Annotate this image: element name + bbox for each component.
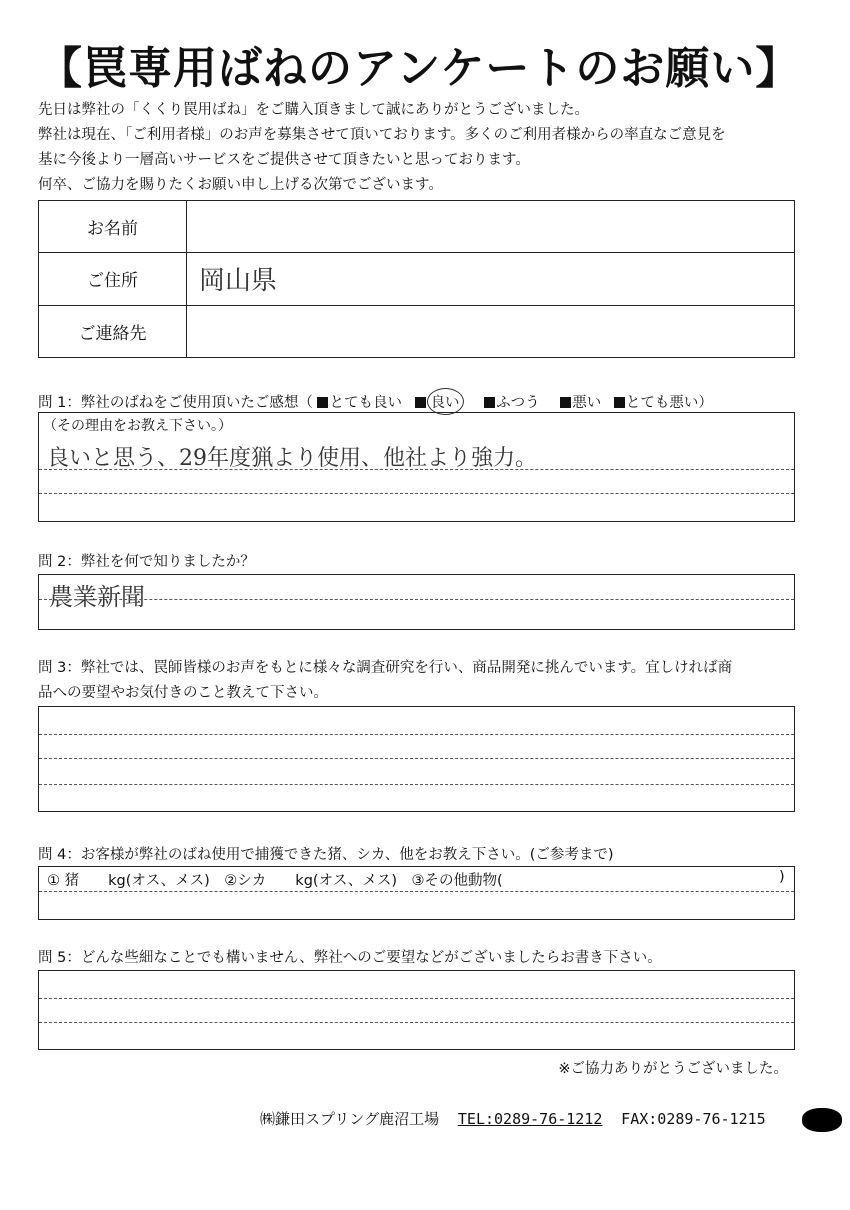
q2-question: 問 2：弊社を何で知りましたか？	[38, 554, 255, 570]
fax-number: FAX:0289-76-1215	[621, 1110, 766, 1128]
contact-field[interactable]	[187, 305, 795, 357]
dashed-line	[39, 891, 794, 892]
q2-answer: 農業新聞	[49, 583, 145, 611]
tel-number: TEL:0289-76-1212	[457, 1110, 603, 1128]
dashed-line	[39, 599, 794, 600]
intro-text	[38, 98, 726, 198]
checkbox-icon[interactable]	[560, 397, 571, 408]
intro-line: 基に今後より一層高いサービスをご提供させて頂きたいと思っております。	[38, 152, 530, 168]
q4-question: 問 4：お客様が弊社のばね使用で捕獲できた猪、シカ、他をお教え下さい。(ご参考まで)	[38, 847, 614, 863]
intro-line: 何卒、ご協力を賜りたくお願い申し上げる次第でございます。	[38, 177, 443, 193]
q1-answer: 良いと思う、29年度猟より使用、他社より強力。	[47, 446, 537, 471]
dashed-line	[39, 734, 794, 735]
q1-option: ふつう	[496, 395, 540, 411]
dashed-line	[39, 493, 794, 494]
address-field[interactable]: 岡山県	[187, 253, 795, 305]
dashed-line	[39, 998, 794, 999]
q5-question: 問 5：どんな些細なことでも構いません、弊社へのご要望などがございましたらお書き下さい。	[38, 950, 662, 966]
q4-row-close: )	[779, 869, 785, 885]
dashed-line	[39, 784, 794, 785]
q2-answer-box[interactable]	[38, 574, 795, 630]
dashed-line	[39, 1022, 794, 1023]
q1-option: 悪い	[572, 395, 602, 411]
checkbox-icon[interactable]	[614, 397, 625, 408]
name-field[interactable]	[187, 201, 795, 253]
q5-answer-box[interactable]	[38, 970, 795, 1050]
contact-table	[38, 200, 795, 358]
intro-line: 先日は弊社の「くくり罠用ばね」をご購入頂きまして誠にありがとうございました。	[38, 102, 589, 118]
contact-label: ご連絡先	[39, 305, 187, 357]
page-title: 【罠専用ばねのアンケートのお願い】	[38, 43, 801, 94]
checkbox-icon[interactable]	[484, 397, 495, 408]
q1-option: とても悪い	[625, 395, 699, 411]
q3-question-line2: 品への要望やお気付きのこと教えて下さい。	[38, 685, 328, 701]
thanks-note: ※ご協力ありがとうございました。	[558, 1061, 788, 1077]
q3-answer-box[interactable]	[38, 706, 795, 812]
q1-reason-label: （その理由をお教え下さい。）	[43, 418, 232, 434]
q3-question-line1: 問 3：弊社では、罠師皆様のお声をもとに様々な調査研究を行い、商品開発に挑んでいます。宜しければ商	[38, 660, 733, 676]
q4-answer-box[interactable]	[38, 866, 795, 920]
dashed-line	[39, 758, 794, 759]
company-name: ㈱鎌田スプリング鹿沼工場	[260, 1110, 440, 1128]
address-label: ご住所	[39, 253, 187, 305]
checkbox-icon[interactable]	[415, 397, 426, 408]
dashed-line	[39, 469, 794, 470]
footer	[260, 1108, 766, 1129]
q1-question	[38, 388, 713, 415]
q1-option-selected: 良い	[427, 388, 464, 415]
redaction-mark	[802, 1108, 842, 1132]
name-label: お名前	[39, 201, 187, 253]
q1-option: とても良い	[329, 395, 402, 411]
q1-answer-box[interactable]	[38, 412, 795, 522]
intro-line: 弊社は現在、「ご利用者様」のお声を募集させて頂いております。多くのご利用者様からの率直なご意見を	[38, 127, 726, 143]
checkbox-icon[interactable]	[317, 397, 328, 408]
q4-row: ① 猪 kg(オス、メス) ②シカ kg(オス、メス) ③その他動物(	[47, 873, 503, 889]
q1-question-text: 問 1：弊社のばねをご使用頂いたご感想（	[38, 395, 313, 411]
q1-close: ）	[698, 395, 713, 411]
